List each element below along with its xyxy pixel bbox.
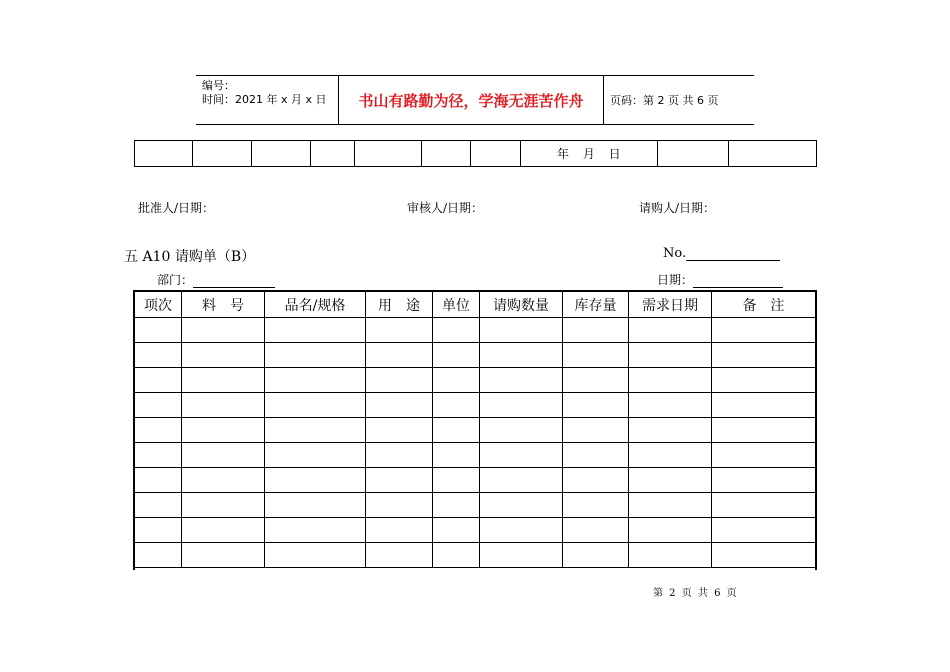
table-row [135,318,815,343]
table-cell[interactable] [135,368,182,393]
table-cell[interactable] [265,543,366,568]
table-cell[interactable] [480,468,563,493]
table-cell[interactable] [265,393,366,418]
table-cell[interactable] [712,468,816,493]
table-cell[interactable] [712,343,816,368]
table-cell[interactable] [712,418,816,443]
table-cell[interactable] [265,368,366,393]
table-cell[interactable] [629,493,712,518]
table-row [135,443,815,468]
table-cell[interactable] [366,318,433,343]
form-number [663,246,780,261]
table-cell[interactable] [182,343,265,368]
table-cell[interactable] [563,318,629,343]
table-cell[interactable] [629,518,712,543]
table-cell[interactable] [182,443,265,468]
requester-signature: 请购人/日期： [639,201,716,215]
table-cell[interactable] [712,443,816,468]
table-cell[interactable] [366,543,433,568]
table-cell[interactable] [366,443,433,468]
col-header: 备 注 [712,292,816,318]
table-row [135,343,815,368]
table-cell[interactable] [433,318,480,343]
table-cell[interactable] [563,443,629,468]
table-cell[interactable] [366,393,433,418]
table-cell[interactable] [366,518,433,543]
table-cell[interactable] [265,468,366,493]
table-cell[interactable] [135,443,182,468]
table-cell[interactable] [265,343,366,368]
table-cell[interactable] [480,543,563,568]
table-cell[interactable] [712,543,816,568]
table-cell[interactable] [135,468,182,493]
col-header: 项次 [135,292,182,318]
table-cell[interactable] [629,343,712,368]
table-cell[interactable] [366,493,433,518]
col-header: 库存量 [563,292,629,318]
table-cell[interactable] [135,318,182,343]
table-cell[interactable] [135,518,182,543]
table-cell[interactable] [563,493,629,518]
date-field[interactable] [693,275,783,288]
table-cell[interactable] [433,493,480,518]
table-cell[interactable] [433,518,480,543]
dept-field[interactable] [193,275,275,288]
table-cell[interactable] [629,368,712,393]
col-header: 品名/规格 [265,292,366,318]
table-cell[interactable] [480,518,563,543]
header-meta [196,76,338,124]
table-cell[interactable] [480,368,563,393]
table-cell[interactable] [433,418,480,443]
no-label: No. [663,246,687,261]
header-motto: 书山有路勤为径，学海无涯苦作舟 [338,76,604,124]
table-cell[interactable] [135,493,182,518]
table-cell[interactable] [366,368,433,393]
time-text: 时间：2021 年 x 月 x 日 [202,93,327,106]
table-cell[interactable] [629,393,712,418]
table-cell[interactable] [182,543,265,568]
approver-signature: 批准人/日期： [138,201,215,215]
page-footer: 第 2 页 共 6 页 [653,588,737,599]
form-date [657,271,783,288]
table-cell[interactable] [480,393,563,418]
table-row [135,518,815,543]
col-header: 单位 [433,292,480,318]
table-cell[interactable] [629,418,712,443]
table-cell[interactable] [433,543,480,568]
table-cell[interactable] [135,543,182,568]
table-cell[interactable] [265,443,366,468]
table-cell[interactable] [563,543,629,568]
table-cell[interactable] [563,393,629,418]
table-cell[interactable] [563,343,629,368]
department [157,271,275,288]
purchase-request-table [133,290,817,570]
col-header: 请购数量 [480,292,563,318]
dept-label: 部门： [157,273,194,287]
table-cell[interactable] [182,493,265,518]
table-cell[interactable] [265,418,366,443]
table-cell[interactable] [563,368,629,393]
table-row [135,468,815,493]
table-cell[interactable] [712,518,816,543]
table-cell[interactable] [712,318,816,343]
table-cell[interactable] [712,493,816,518]
table-row [135,418,815,443]
table-cell[interactable] [629,318,712,343]
table-cell[interactable] [433,468,480,493]
table-cell[interactable] [135,418,182,443]
date-cell: 年 月 日 [521,141,657,167]
table-row [135,493,815,518]
table-row [135,393,815,418]
table-cell[interactable] [135,343,182,368]
table-cell[interactable] [629,468,712,493]
table-cell[interactable] [712,368,816,393]
table-cell[interactable] [433,343,480,368]
no-field[interactable] [686,248,780,261]
table-cell[interactable] [433,443,480,468]
table-cell[interactable] [480,343,563,368]
table-cell[interactable] [629,543,712,568]
col-header: 需求日期 [629,292,712,318]
table-cell[interactable] [265,318,366,343]
table-cell[interactable] [135,393,182,418]
document-header [196,75,754,125]
table-cell[interactable] [182,518,265,543]
table-cell[interactable] [480,318,563,343]
table-cell[interactable] [563,468,629,493]
previous-form-last-row [134,140,817,167]
table-cell[interactable] [712,393,816,418]
table-cell[interactable] [265,493,366,518]
table-row [135,368,815,393]
table-cell[interactable] [182,468,265,493]
table-cell[interactable] [480,493,563,518]
table-cell[interactable] [563,418,629,443]
table-cell[interactable] [480,418,563,443]
table-cell[interactable] [433,393,480,418]
date-label: 日期： [657,273,694,287]
table-cell[interactable] [182,318,265,343]
serial-label: 编号： [202,79,235,92]
table-cell[interactable] [265,518,366,543]
reviewer-signature: 审核人/日期： [407,201,484,215]
table-header-row [135,292,815,318]
table-row [135,543,815,568]
form-title: 五 A10 请购单（B） [124,249,256,265]
table-cell[interactable] [629,443,712,468]
table-cell[interactable] [182,418,265,443]
header-page-code: 页码：第 2 页 共 6 页 [610,94,719,107]
table-cell[interactable] [182,368,265,393]
col-header: 料 号 [182,292,265,318]
table-cell[interactable] [366,468,433,493]
table-cell[interactable] [182,393,265,418]
table-cell[interactable] [480,443,563,468]
col-header: 用 途 [366,292,433,318]
table-cell[interactable] [366,418,433,443]
table-cell[interactable] [366,343,433,368]
table-cell[interactable] [433,368,480,393]
table-cell[interactable] [563,518,629,543]
